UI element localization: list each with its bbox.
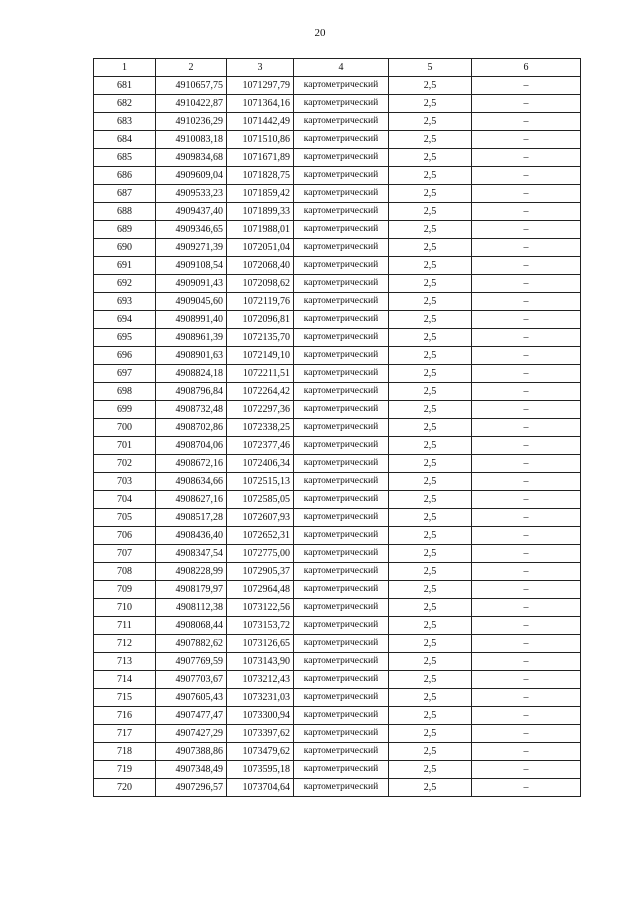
method-cell: картометрический: [294, 203, 389, 221]
accuracy-cell: 2,5: [389, 347, 472, 365]
x-coordinate-cell: 4908704,06: [156, 437, 227, 455]
x-coordinate-cell: 4909091,43: [156, 275, 227, 293]
x-coordinate-cell: 4908179,97: [156, 581, 227, 599]
y-coordinate-cell: 1073143,90: [227, 653, 294, 671]
note-cell: –: [472, 401, 581, 419]
accuracy-cell: 2,5: [389, 401, 472, 419]
y-coordinate-cell: 1073153,72: [227, 617, 294, 635]
accuracy-cell: 2,5: [389, 455, 472, 473]
point-number-cell: 690: [94, 239, 156, 257]
point-number-cell: 714: [94, 671, 156, 689]
table-row: [94, 725, 581, 743]
y-coordinate-cell: 1072905,37: [227, 563, 294, 581]
table-row: [94, 347, 581, 365]
accuracy-cell: 2,5: [389, 239, 472, 257]
table-row: [94, 401, 581, 419]
method-cell: картометрический: [294, 329, 389, 347]
note-cell: –: [472, 599, 581, 617]
table-row: [94, 131, 581, 149]
accuracy-cell: 2,5: [389, 185, 472, 203]
table-row: [94, 419, 581, 437]
y-coordinate-cell: 1072338,25: [227, 419, 294, 437]
method-cell: картометрический: [294, 365, 389, 383]
point-number-cell: 707: [94, 545, 156, 563]
point-number-cell: 703: [94, 473, 156, 491]
method-cell: картометрический: [294, 383, 389, 401]
note-cell: –: [472, 293, 581, 311]
table-row: [94, 527, 581, 545]
x-coordinate-cell: 4908627,16: [156, 491, 227, 509]
y-coordinate-cell: 1072096,81: [227, 311, 294, 329]
note-cell: –: [472, 437, 581, 455]
point-number-cell: 696: [94, 347, 156, 365]
table-row: [94, 743, 581, 761]
point-number-cell: 698: [94, 383, 156, 401]
accuracy-cell: 2,5: [389, 419, 472, 437]
point-number-cell: 700: [94, 419, 156, 437]
coordinates-table: [93, 58, 581, 797]
y-coordinate-cell: 1072068,40: [227, 257, 294, 275]
method-cell: картометрический: [294, 527, 389, 545]
y-coordinate-cell: 1072652,31: [227, 527, 294, 545]
table-row: [94, 275, 581, 293]
point-number-cell: 718: [94, 743, 156, 761]
y-coordinate-cell: 1072585,05: [227, 491, 294, 509]
method-cell: картометрический: [294, 131, 389, 149]
method-cell: картометрический: [294, 455, 389, 473]
method-cell: картометрический: [294, 707, 389, 725]
point-number-cell: 695: [94, 329, 156, 347]
x-coordinate-cell: 4908228,99: [156, 563, 227, 581]
accuracy-cell: 2,5: [389, 293, 472, 311]
note-cell: –: [472, 149, 581, 167]
y-coordinate-cell: 1072098,62: [227, 275, 294, 293]
table-row: [94, 383, 581, 401]
method-cell: картометрический: [294, 347, 389, 365]
point-number-cell: 686: [94, 167, 156, 185]
note-cell: –: [472, 311, 581, 329]
table-row: [94, 77, 581, 95]
accuracy-cell: 2,5: [389, 383, 472, 401]
table-row: [94, 509, 581, 527]
method-cell: картометрический: [294, 671, 389, 689]
note-cell: –: [472, 671, 581, 689]
method-cell: картометрический: [294, 491, 389, 509]
point-number-cell: 706: [94, 527, 156, 545]
accuracy-cell: 2,5: [389, 491, 472, 509]
y-coordinate-cell: 1072264,42: [227, 383, 294, 401]
table-row: [94, 149, 581, 167]
y-coordinate-cell: 1073704,64: [227, 779, 294, 797]
y-coordinate-cell: 1071510,86: [227, 131, 294, 149]
x-coordinate-cell: 4909533,23: [156, 185, 227, 203]
y-coordinate-cell: 1071859,42: [227, 185, 294, 203]
x-coordinate-cell: 4909609,04: [156, 167, 227, 185]
point-number-cell: 697: [94, 365, 156, 383]
y-coordinate-cell: 1072775,00: [227, 545, 294, 563]
y-coordinate-cell: 1072515,13: [227, 473, 294, 491]
accuracy-cell: 2,5: [389, 221, 472, 239]
table-row: [94, 545, 581, 563]
x-coordinate-cell: 4908068,44: [156, 617, 227, 635]
note-cell: –: [472, 131, 581, 149]
method-cell: картометрический: [294, 635, 389, 653]
accuracy-cell: 2,5: [389, 509, 472, 527]
accuracy-cell: 2,5: [389, 671, 472, 689]
method-cell: картометрический: [294, 761, 389, 779]
accuracy-cell: 2,5: [389, 635, 472, 653]
point-number-cell: 702: [94, 455, 156, 473]
table-row: [94, 617, 581, 635]
table-row: [94, 671, 581, 689]
point-number-cell: 681: [94, 77, 156, 95]
table-row: [94, 491, 581, 509]
point-number-cell: 708: [94, 563, 156, 581]
note-cell: –: [472, 563, 581, 581]
column-header: 1: [94, 59, 156, 77]
accuracy-cell: 2,5: [389, 617, 472, 635]
x-coordinate-cell: 4908517,28: [156, 509, 227, 527]
x-coordinate-cell: 4909045,60: [156, 293, 227, 311]
method-cell: картометрический: [294, 725, 389, 743]
note-cell: –: [472, 347, 581, 365]
accuracy-cell: 2,5: [389, 653, 472, 671]
accuracy-cell: 2,5: [389, 365, 472, 383]
column-header: 5: [389, 59, 472, 77]
note-cell: –: [472, 473, 581, 491]
x-coordinate-cell: 4908702,86: [156, 419, 227, 437]
point-number-cell: 716: [94, 707, 156, 725]
point-number-cell: 704: [94, 491, 156, 509]
table-row: [94, 311, 581, 329]
note-cell: –: [472, 635, 581, 653]
y-coordinate-cell: 1071442,49: [227, 113, 294, 131]
note-cell: –: [472, 455, 581, 473]
y-coordinate-cell: 1073212,43: [227, 671, 294, 689]
method-cell: картометрический: [294, 167, 389, 185]
x-coordinate-cell: 4907348,49: [156, 761, 227, 779]
y-coordinate-cell: 1072149,10: [227, 347, 294, 365]
accuracy-cell: 2,5: [389, 257, 472, 275]
x-coordinate-cell: 4908732,48: [156, 401, 227, 419]
y-coordinate-cell: 1073397,62: [227, 725, 294, 743]
note-cell: –: [472, 329, 581, 347]
point-number-cell: 684: [94, 131, 156, 149]
table-row: [94, 95, 581, 113]
table-row: [94, 563, 581, 581]
accuracy-cell: 2,5: [389, 725, 472, 743]
y-coordinate-cell: 1073122,56: [227, 599, 294, 617]
y-coordinate-cell: 1071297,79: [227, 77, 294, 95]
accuracy-cell: 2,5: [389, 131, 472, 149]
y-coordinate-cell: 1071671,89: [227, 149, 294, 167]
method-cell: картометрический: [294, 275, 389, 293]
accuracy-cell: 2,5: [389, 527, 472, 545]
point-number-cell: 719: [94, 761, 156, 779]
y-coordinate-cell: 1073126,65: [227, 635, 294, 653]
accuracy-cell: 2,5: [389, 437, 472, 455]
table-row: [94, 653, 581, 671]
point-number-cell: 694: [94, 311, 156, 329]
table-row: [94, 293, 581, 311]
accuracy-cell: 2,5: [389, 707, 472, 725]
note-cell: –: [472, 617, 581, 635]
point-number-cell: 693: [94, 293, 156, 311]
note-cell: –: [472, 95, 581, 113]
note-cell: –: [472, 581, 581, 599]
accuracy-cell: 2,5: [389, 689, 472, 707]
x-coordinate-cell: 4907388,86: [156, 743, 227, 761]
note-cell: –: [472, 203, 581, 221]
point-number-cell: 689: [94, 221, 156, 239]
note-cell: –: [472, 527, 581, 545]
point-number-cell: 692: [94, 275, 156, 293]
x-coordinate-cell: 4908672,16: [156, 455, 227, 473]
method-cell: картометрический: [294, 653, 389, 671]
y-coordinate-cell: 1072964,48: [227, 581, 294, 599]
x-coordinate-cell: 4908347,54: [156, 545, 227, 563]
note-cell: –: [472, 743, 581, 761]
x-coordinate-cell: 4908901,63: [156, 347, 227, 365]
point-number-cell: 709: [94, 581, 156, 599]
point-number-cell: 715: [94, 689, 156, 707]
table-row: [94, 239, 581, 257]
note-cell: –: [472, 167, 581, 185]
y-coordinate-cell: 1071988,01: [227, 221, 294, 239]
note-cell: –: [472, 509, 581, 527]
table-row: [94, 707, 581, 725]
method-cell: картометрический: [294, 581, 389, 599]
accuracy-cell: 2,5: [389, 761, 472, 779]
accuracy-cell: 2,5: [389, 149, 472, 167]
x-coordinate-cell: 4910422,87: [156, 95, 227, 113]
note-cell: –: [472, 419, 581, 437]
method-cell: картометрический: [294, 419, 389, 437]
table-row: [94, 779, 581, 797]
point-number-cell: 687: [94, 185, 156, 203]
x-coordinate-cell: 4908634,66: [156, 473, 227, 491]
table-row: [94, 257, 581, 275]
point-number-cell: 717: [94, 725, 156, 743]
accuracy-cell: 2,5: [389, 311, 472, 329]
accuracy-cell: 2,5: [389, 779, 472, 797]
table-row: [94, 455, 581, 473]
table-row: [94, 689, 581, 707]
accuracy-cell: 2,5: [389, 743, 472, 761]
point-number-cell: 685: [94, 149, 156, 167]
x-coordinate-cell: 4907477,47: [156, 707, 227, 725]
y-coordinate-cell: 1072119,76: [227, 293, 294, 311]
point-number-cell: 682: [94, 95, 156, 113]
y-coordinate-cell: 1073479,62: [227, 743, 294, 761]
column-header: 4: [294, 59, 389, 77]
x-coordinate-cell: 4907605,43: [156, 689, 227, 707]
table-row: [94, 365, 581, 383]
accuracy-cell: 2,5: [389, 275, 472, 293]
accuracy-cell: 2,5: [389, 329, 472, 347]
table-header-row: [94, 59, 581, 77]
method-cell: картометрический: [294, 149, 389, 167]
method-cell: картометрический: [294, 77, 389, 95]
x-coordinate-cell: 4907882,62: [156, 635, 227, 653]
y-coordinate-cell: 1071828,75: [227, 167, 294, 185]
note-cell: –: [472, 707, 581, 725]
accuracy-cell: 2,5: [389, 95, 472, 113]
method-cell: картометрический: [294, 293, 389, 311]
x-coordinate-cell: 4908961,39: [156, 329, 227, 347]
y-coordinate-cell: 1073300,94: [227, 707, 294, 725]
note-cell: –: [472, 257, 581, 275]
table-row: [94, 329, 581, 347]
method-cell: картометрический: [294, 113, 389, 131]
x-coordinate-cell: 4910236,29: [156, 113, 227, 131]
column-header: 2: [156, 59, 227, 77]
y-coordinate-cell: 1073595,18: [227, 761, 294, 779]
x-coordinate-cell: 4908436,40: [156, 527, 227, 545]
note-cell: –: [472, 725, 581, 743]
note-cell: –: [472, 275, 581, 293]
note-cell: –: [472, 365, 581, 383]
table-row: [94, 185, 581, 203]
method-cell: картометрический: [294, 221, 389, 239]
x-coordinate-cell: 4907703,67: [156, 671, 227, 689]
note-cell: –: [472, 779, 581, 797]
y-coordinate-cell: 1071899,33: [227, 203, 294, 221]
method-cell: картометрический: [294, 95, 389, 113]
x-coordinate-cell: 4910657,75: [156, 77, 227, 95]
y-coordinate-cell: 1072377,46: [227, 437, 294, 455]
table-row: [94, 203, 581, 221]
page-number: 20: [314, 27, 326, 39]
accuracy-cell: 2,5: [389, 599, 472, 617]
method-cell: картометрический: [294, 239, 389, 257]
method-cell: картометрический: [294, 563, 389, 581]
table-row: [94, 581, 581, 599]
table-row: [94, 221, 581, 239]
y-coordinate-cell: 1072211,51: [227, 365, 294, 383]
x-coordinate-cell: 4907296,57: [156, 779, 227, 797]
note-cell: –: [472, 761, 581, 779]
accuracy-cell: 2,5: [389, 77, 472, 95]
method-cell: картометрический: [294, 311, 389, 329]
method-cell: картометрический: [294, 401, 389, 419]
y-coordinate-cell: 1072297,36: [227, 401, 294, 419]
x-coordinate-cell: 4907769,59: [156, 653, 227, 671]
method-cell: картометрический: [294, 779, 389, 797]
x-coordinate-cell: 4909346,65: [156, 221, 227, 239]
accuracy-cell: 2,5: [389, 167, 472, 185]
x-coordinate-cell: 4908824,18: [156, 365, 227, 383]
note-cell: –: [472, 383, 581, 401]
x-coordinate-cell: 4908991,40: [156, 311, 227, 329]
table-row: [94, 167, 581, 185]
note-cell: –: [472, 113, 581, 131]
column-header: 6: [472, 59, 581, 77]
x-coordinate-cell: 4909271,39: [156, 239, 227, 257]
table-row: [94, 761, 581, 779]
y-coordinate-cell: 1072051,04: [227, 239, 294, 257]
method-cell: картометрический: [294, 257, 389, 275]
table-row: [94, 599, 581, 617]
point-number-cell: 710: [94, 599, 156, 617]
x-coordinate-cell: 4908112,38: [156, 599, 227, 617]
point-number-cell: 713: [94, 653, 156, 671]
method-cell: картометрический: [294, 509, 389, 527]
y-coordinate-cell: 1072406,34: [227, 455, 294, 473]
accuracy-cell: 2,5: [389, 113, 472, 131]
x-coordinate-cell: 4910083,18: [156, 131, 227, 149]
y-coordinate-cell: 1073231,03: [227, 689, 294, 707]
accuracy-cell: 2,5: [389, 203, 472, 221]
y-coordinate-cell: 1072135,70: [227, 329, 294, 347]
method-cell: картометрический: [294, 743, 389, 761]
note-cell: –: [472, 239, 581, 257]
method-cell: картометрический: [294, 689, 389, 707]
note-cell: –: [472, 491, 581, 509]
note-cell: –: [472, 221, 581, 239]
table-row: [94, 473, 581, 491]
note-cell: –: [472, 653, 581, 671]
note-cell: –: [472, 77, 581, 95]
note-cell: –: [472, 545, 581, 563]
method-cell: картометрический: [294, 545, 389, 563]
x-coordinate-cell: 4907427,29: [156, 725, 227, 743]
method-cell: картометрический: [294, 473, 389, 491]
accuracy-cell: 2,5: [389, 581, 472, 599]
note-cell: –: [472, 185, 581, 203]
table-row: [94, 437, 581, 455]
accuracy-cell: 2,5: [389, 545, 472, 563]
method-cell: картометрический: [294, 185, 389, 203]
method-cell: картометрический: [294, 617, 389, 635]
x-coordinate-cell: 4909108,54: [156, 257, 227, 275]
point-number-cell: 683: [94, 113, 156, 131]
note-cell: –: [472, 689, 581, 707]
point-number-cell: 705: [94, 509, 156, 527]
method-cell: картометрический: [294, 437, 389, 455]
point-number-cell: 699: [94, 401, 156, 419]
table-body: [94, 77, 581, 797]
x-coordinate-cell: 4909437,40: [156, 203, 227, 221]
point-number-cell: 720: [94, 779, 156, 797]
y-coordinate-cell: 1072607,93: [227, 509, 294, 527]
table-row: [94, 635, 581, 653]
column-header: 3: [227, 59, 294, 77]
point-number-cell: 711: [94, 617, 156, 635]
point-number-cell: 688: [94, 203, 156, 221]
point-number-cell: 701: [94, 437, 156, 455]
x-coordinate-cell: 4909834,68: [156, 149, 227, 167]
point-number-cell: 691: [94, 257, 156, 275]
accuracy-cell: 2,5: [389, 473, 472, 491]
table-row: [94, 113, 581, 131]
accuracy-cell: 2,5: [389, 563, 472, 581]
method-cell: картометрический: [294, 599, 389, 617]
point-number-cell: 712: [94, 635, 156, 653]
y-coordinate-cell: 1071364,16: [227, 95, 294, 113]
x-coordinate-cell: 4908796,84: [156, 383, 227, 401]
